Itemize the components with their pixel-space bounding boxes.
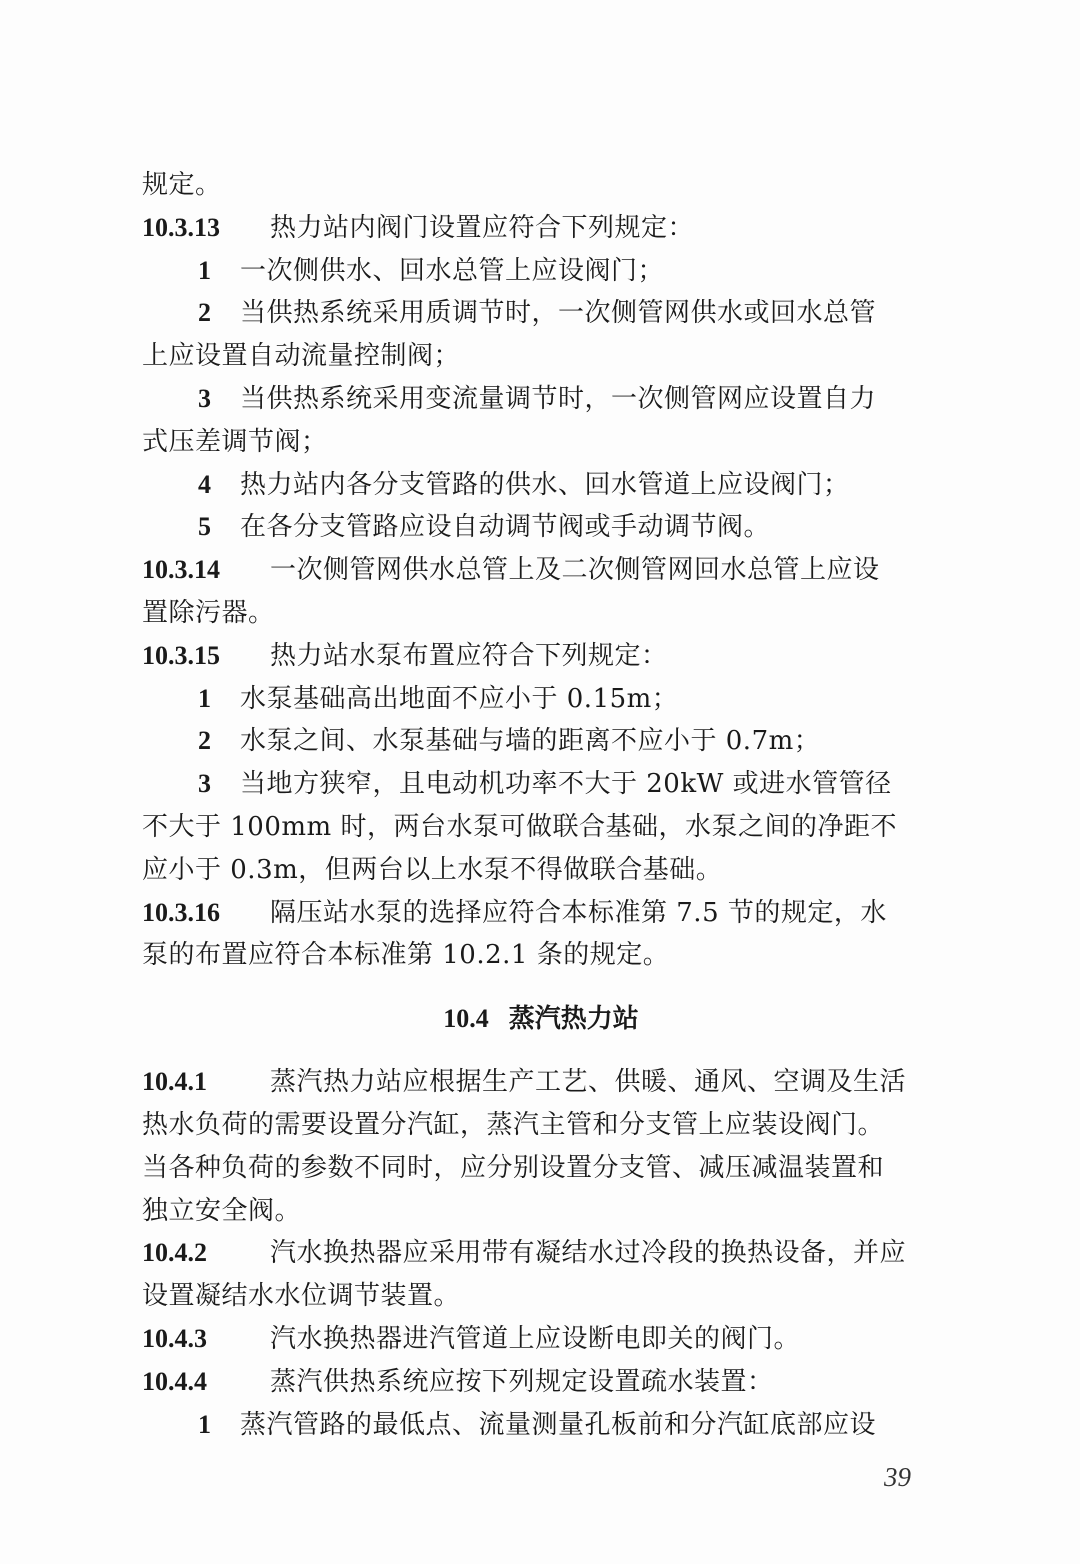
clause-number: 10.3.15 [142, 640, 220, 670]
text-line: 设置凝结水水位调节装置。 [142, 1281, 461, 1312]
document-body [142, 164, 940, 1446]
clause-text: 隔压站水泵的选择应符合本标准第 7.5 节的规定，水 [270, 897, 887, 928]
clause-10-3-14 [142, 549, 940, 592]
item-text: 当供热系统采用变流量调节时，一次侧管网应设置自力 [240, 383, 877, 414]
clause-10-4-1 [142, 1061, 940, 1104]
clause-number: 10.4.2 [142, 1238, 207, 1268]
item-number: 1 [198, 1409, 212, 1439]
text-line: 式压差调节阀； [142, 426, 328, 457]
text-line: 当各种负荷的参数不同时，应分别设置分支管、减压减温装置和 [142, 1152, 885, 1183]
text-line: 规定。 [142, 170, 222, 200]
clause-text: 热力站内阀门设置应符合下列规定： [270, 212, 695, 243]
item-number: 1 [198, 683, 212, 713]
clause-text: 汽水换热器进汽管道上应设断电即关的阀门。 [270, 1323, 801, 1354]
text-line: 应小于 0.3m，但两台以上水泵不得做联合基础。 [142, 854, 723, 885]
clause-text: 蒸汽热力站应根据生产工艺、供暖、通风、空调及生活 [270, 1067, 907, 1098]
text-line: 热水负荷的需要设置分汽缸，蒸汽主管和分支管上应装设阀门。 [142, 1109, 885, 1140]
item-number: 3 [198, 383, 212, 413]
item-text: 蒸汽管路的最低点、流量测量孔板前和分汽缸底部应设 [240, 1409, 877, 1440]
clause-10-4-3 [142, 1318, 940, 1361]
list-item [142, 250, 940, 293]
section-number: 10.4 [443, 1004, 489, 1034]
item-number: 5 [198, 512, 212, 542]
text-line: 独立安全阀。 [142, 1195, 302, 1226]
clause-number: 10.3.16 [142, 897, 220, 927]
clause-number: 10.4.4 [142, 1366, 207, 1396]
item-text: 一次侧供水、回水总管上应设阀门； [240, 255, 665, 286]
clause-10-3-15 [142, 635, 940, 678]
clause-10-3-13 [142, 207, 940, 250]
list-item [142, 720, 940, 763]
item-text: 水泵基础高出地面不应小于 0.15m； [240, 683, 679, 714]
item-number: 4 [198, 469, 212, 499]
clause-text: 汽水换热器应采用带有凝结水过冷段的换热设备，并应 [270, 1238, 907, 1269]
clause-text: 一次侧管网供水总管上及二次侧管网回水总管上应设 [270, 555, 880, 586]
list-item [142, 292, 940, 335]
clause-10-3-16 [142, 892, 940, 935]
list-item [142, 678, 940, 721]
list-item [142, 1404, 940, 1447]
clause-number: 10.3.14 [142, 555, 220, 585]
clause-number: 10.3.13 [142, 212, 220, 242]
item-number: 1 [198, 255, 212, 285]
section-heading [142, 977, 940, 1061]
list-item [142, 378, 940, 421]
clause-text: 热力站水泵布置应符合下列规定： [270, 640, 668, 671]
clause-10-4-4 [142, 1361, 940, 1404]
text-line: 不大于 100mm 时，两台水泵可做联合基础，水泵之间的净距不 [142, 811, 897, 842]
item-number: 2 [198, 298, 212, 328]
text-line: 泵的布置应符合本标准第 10.2.1 条的规定。 [142, 940, 670, 971]
text-line: 置除污器。 [142, 597, 275, 628]
item-text: 水泵之间、水泵基础与墙的距离不应小于 0.7m； [240, 726, 821, 757]
clause-number: 10.4.3 [142, 1323, 207, 1353]
list-item [142, 506, 940, 549]
clause-text: 蒸汽供热系统应按下列规定设置疏水装置： [270, 1366, 774, 1397]
item-text: 在各分支管路应设自动调节阀或手动调节阀。 [240, 512, 771, 543]
item-number: 3 [198, 769, 212, 799]
list-item [142, 464, 940, 507]
clause-10-4-2 [142, 1232, 940, 1275]
item-text: 当地方狭窄，且电动机功率不大于 20kW 或进水管管径 [240, 769, 892, 800]
list-item [142, 763, 940, 806]
item-text: 热力站内各分支管路的供水、回水管道上应设阀门； [240, 469, 850, 500]
item-number: 2 [198, 726, 212, 756]
item-text: 当供热系统采用质调节时，一次侧管网供水或回水总管 [240, 298, 877, 329]
page-number: 39 [884, 1462, 911, 1492]
text-line: 上应设置自动流量控制阀； [142, 341, 461, 372]
section-title: 蒸汽热力站 [508, 1004, 639, 1035]
clause-number: 10.4.1 [142, 1067, 207, 1097]
